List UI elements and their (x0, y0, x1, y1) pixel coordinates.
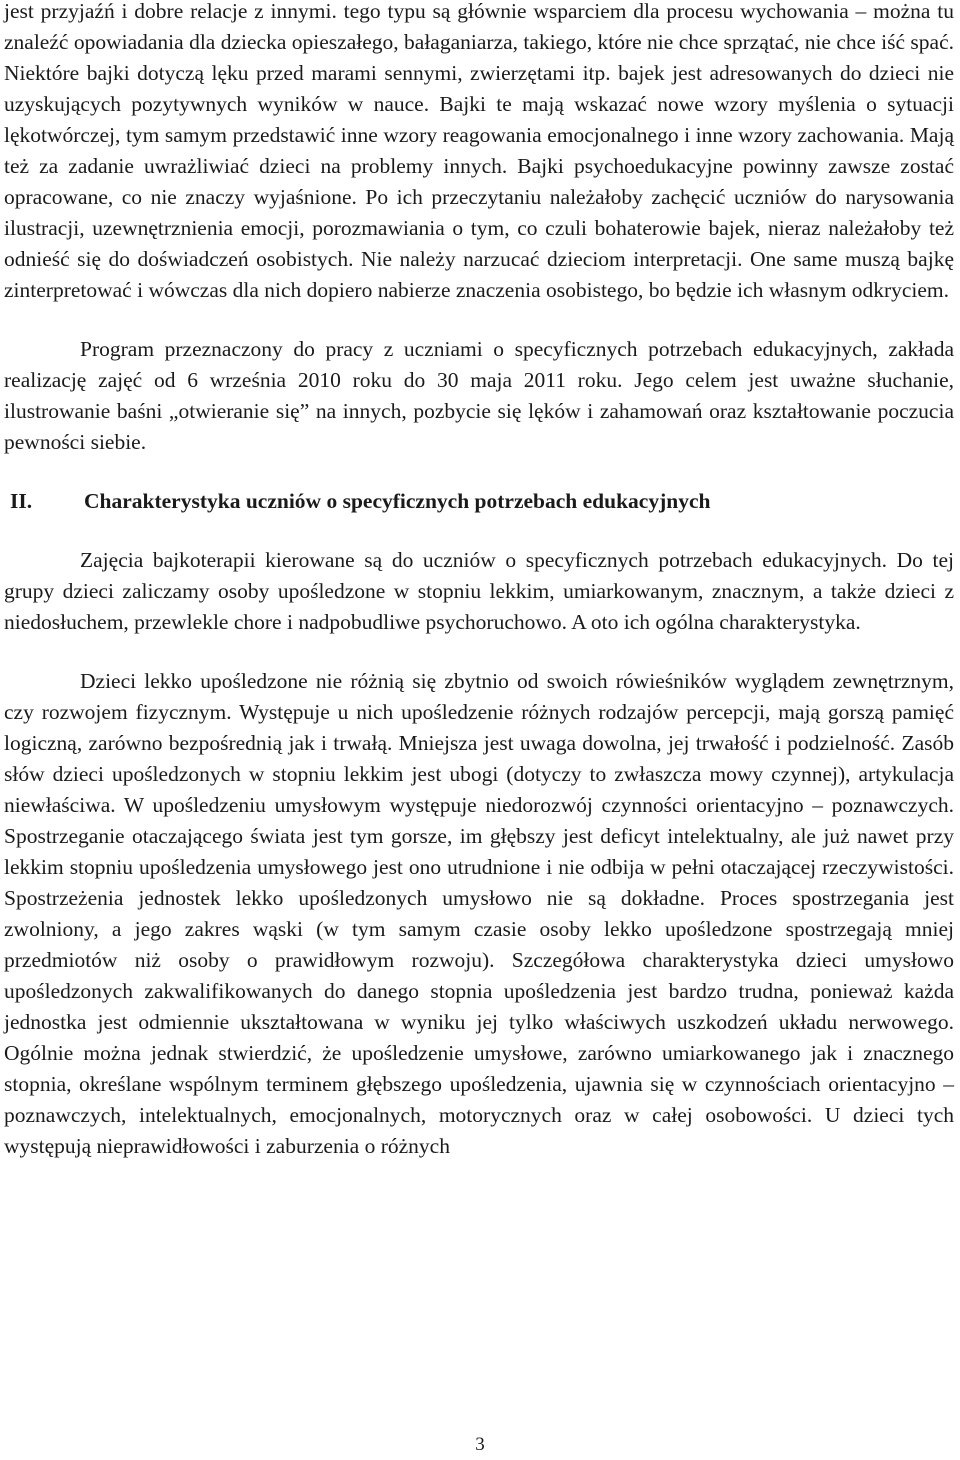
document-page (4, 0, 954, 1460)
page-number: 3 (475, 1434, 485, 1455)
program-paragraph: Program przeznaczony do pracy z uczniami o specyficznych potrzebach edukacyjnych, zakłada realizację zajęć od 6 września 2010 roku do 30 maja 2011 roku. Jego celem jest uważne słuchanie, ilustrowanie baśni „otwieranie się” na innych, pozbycie się lęków i zahamowań oraz kształtowanie poczucia pewności siebie. (4, 337, 954, 454)
section-title: Charakterystyka uczniów o specyficznych potrzebach edukacyjnych (84, 489, 711, 513)
body-paragraph: jest przyjaźń i dobre relacje z innymi. tego typu są głównie wsparciem dla procesu wychowania – można tu znaleźć opowiadania dla dziecka opieszałego, bałaganiarza, takiego, które nie chce sprzątać, nie chce iść spać. Niektóre bajki dotyczą lęku przed marami sennymi, zwierzętami itp. bajek jest adresowanych do dzieci nie uzyskujących pozytywnych wyników w nauce. Bajki te mają wskazać nowe wzory myślenia o sytuacji lękotwórczej, tym samym przedstawić inne wzory reagowania emocjonalnego i inne wzory zachowania. Mają też za zadanie uwrażliwiać dzieci na problemy innych. Bajki psychoedukacyjne powinny zawsze zostać opracowane, co nie znaczy wyjaśnione. Po ich przeczytaniu należałoby zachęcić uczniów do narysowania ilustracji, uzewnętrznienia emocji, porozmawiania o tym, co czuli bohaterowie bajek, nieraz należałoby też odnieść się do doświadczeń osobistych. Nie należy narzucać dzieciom interpretacji. One same muszą bajkę zinterpretować i wówczas dla nich dopiero nabierze znaczenia osobistego, bo będzie ich własnym odkryciem. (4, 0, 954, 302)
section-intro-paragraph: Zajęcia bajkoterapii kierowane są do uczniów o specyficznych potrzebach edukacyjnych. Do tej grupy dzieci zaliczamy osoby upośledzone w stopniu lekkim, umiarkowanym, znacznym, a także dzieci z niedosłuchem, przewlekle chore i nadpobudliwe psychoruchowo. A oto ich ogólna charakterystyka. (4, 548, 954, 634)
section-heading (4, 486, 954, 517)
characteristics-paragraph: Dzieci lekko upośledzone nie różnią się zbytnio od swoich rówieśników wyglądem zewnętrznym, czy rozwojem fizycznym. Występuje u nich upośledzenie różnych rodzajów percepcji, mają gorszą pamięć logiczną, zarówno bezpośrednią jak i trwałą. Mniejsza jest uwaga dowolna, jej trwałość i podzielność. Zasób słów dzieci upośledzonych w stopniu lekkim jest ubogi (dotyczy to zwłaszcza mowy czynnej), artykulacja niewłaściwa. W upośledzeniu umysłowym występuje niedorozwój czynności orientacyjno – poznawczych. Spostrzeganie otaczającego świata jest tym gorsze, im głębszy jest deficyt intelektualny, ale już nawet przy lekkim stopniu upośledzenia umysłowego jest ono utrudnione i nie odbija w pełni otaczającej rzeczywistości. Spostrzeżenia jednostek lekko upośledzonych umysłowo nie są dokładne. Proces spostrzegania jest zwolniony, a jego zakres wąski (w tym samym czasie osoby lekko upośledzone spostrzegają mniej przedmiotów niż osoby o prawidłowym rozwoju). Szczegółowa charakterystyka dzieci umysłowo upośledzonych zakwalifikowanych do danego stopnia upośledzenia jest bardzo trudna, ponieważ każda jednostka jest odmiennie ukształtowana w wyniku jej tylko właściwych uszkodzeń układu nerwowego. Ogólnie można jednak stwierdzić, że upośledzenie umysłowe, zarówno umiarkowanego jak i znacznego stopnia, określane wspólnym terminem głębszego upośledzenia, ujawnia się w czynnościach orientacyjno – poznawczych, intelektualnych, emocjonalnych, motorycznych oraz w całej osobowości. U dzieci tych występują nieprawidłowości i zaburzenia o różnych (4, 669, 954, 1158)
section-number: II. (10, 489, 33, 513)
